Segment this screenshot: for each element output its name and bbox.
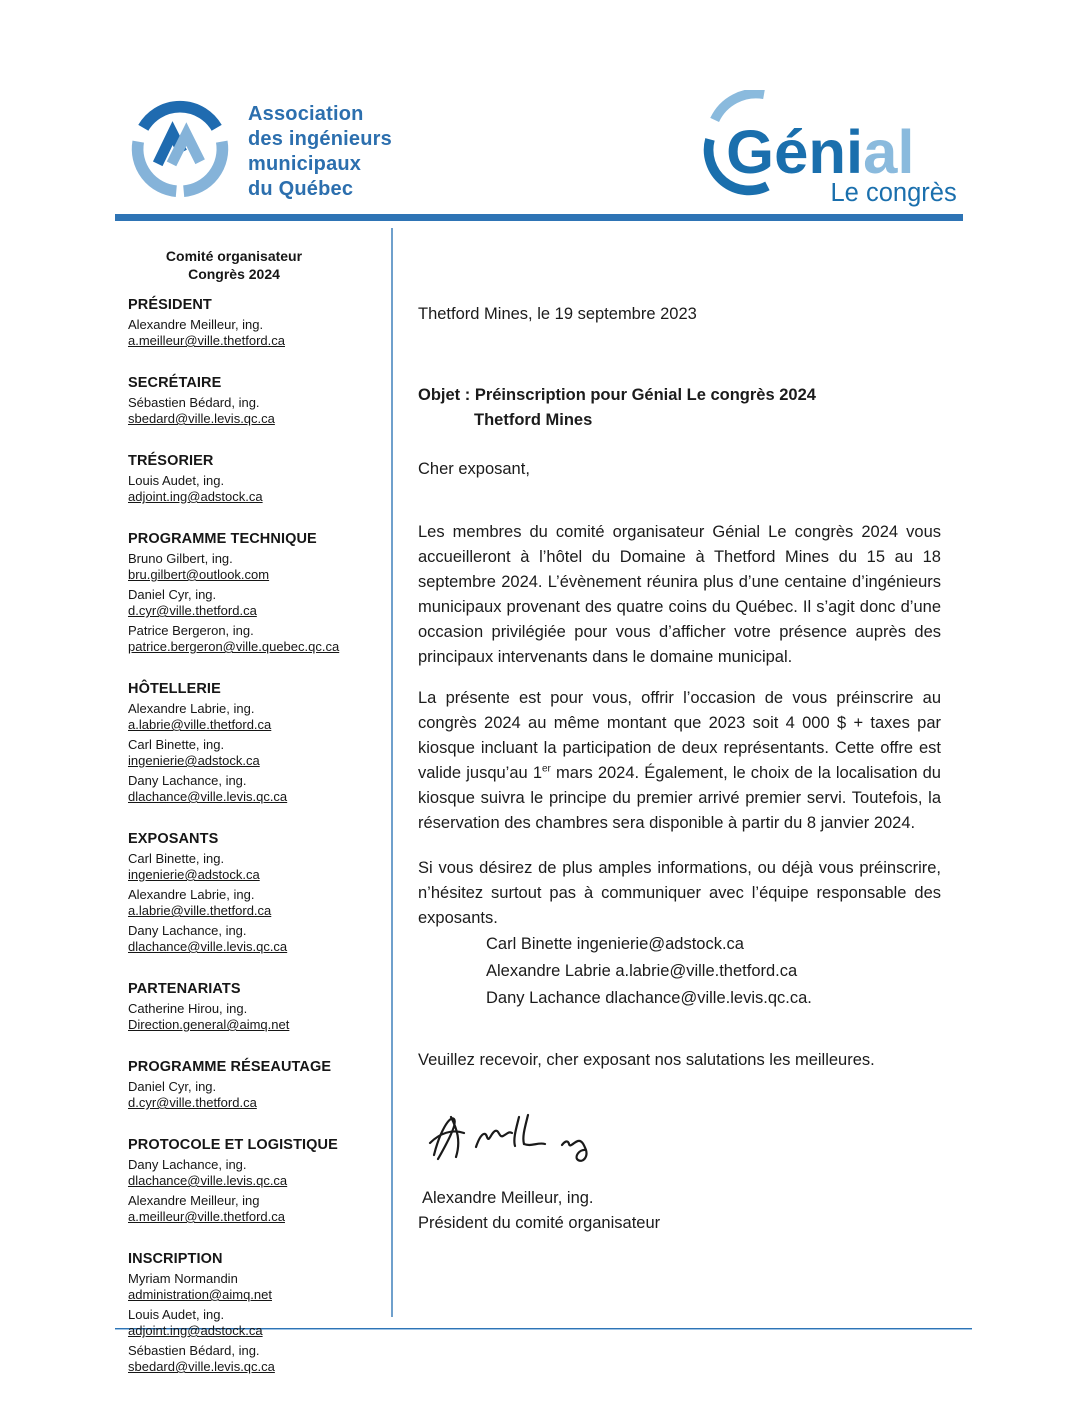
email-link[interactable]: a.labrie@ville.thetford.ca [128, 903, 272, 918]
committee-title [128, 247, 340, 283]
member-name: Carl Binette, ing. [128, 737, 225, 752]
email-link[interactable]: Direction.general@aimq.net [128, 1017, 290, 1032]
genial-word-light: al [863, 117, 915, 187]
email-link[interactable]: sbedard@ville.levis.qc.ca [128, 1359, 275, 1374]
email-link[interactable]: a.labrie@ville.thetford.ca [128, 717, 272, 732]
committee-section-president [128, 296, 373, 349]
aimq-circle-m-icon [127, 96, 233, 202]
letter-date: Thetford Mines, le 19 septembre 2023 [418, 305, 697, 323]
committee-role-heading: HÔTELLERIE [128, 681, 221, 697]
header-divider [115, 214, 963, 221]
committee-section-partenariats [128, 980, 373, 1033]
committee-member [128, 623, 373, 655]
committee-member [128, 1001, 373, 1033]
email-link[interactable]: dlachance@ville.levis.qc.ca [128, 939, 288, 954]
committee-section-tresorier [128, 452, 373, 505]
member-name: Sébastien Bédard, ing. [128, 1343, 260, 1358]
committee-role-heading: PRÉSIDENT [128, 297, 212, 313]
committee-member [128, 587, 373, 619]
committee-title-line1: Comité organisateur [165, 248, 303, 264]
committee-role-heading: SECRÉTAIRE [128, 375, 222, 391]
member-name: Alexandre Meilleur, ing. [128, 317, 264, 332]
contact-line: Dany Lachance dlachance@ville.levis.qc.ca. [486, 989, 812, 1007]
member-name: Alexandre Labrie, ing. [128, 887, 255, 902]
committee-role-heading: PROGRAMME TECHNIQUE [128, 531, 317, 547]
svg-text:Génial [726, 118, 914, 187]
member-name: Dany Lachance, ing. [128, 923, 247, 938]
committee-member [128, 551, 373, 583]
member-name: Patrice Bergeron, ing. [128, 623, 254, 638]
signer-title: Président du comité organisateur [418, 1214, 661, 1232]
committee-role-heading: PROGRAMME RÉSEAUTAGE [128, 1059, 332, 1075]
handwritten-signature [424, 1103, 614, 1178]
contact-line: Alexandre Labrie a.labrie@ville.thetford.ca [486, 962, 798, 980]
committee-member [128, 887, 373, 919]
committee-member [128, 701, 373, 733]
member-name: Louis Audet, ing. [128, 473, 225, 488]
signer-name: Alexandre Meilleur, ing. [422, 1189, 594, 1207]
committee-section-hotellerie [128, 680, 373, 805]
member-name: Daniel Cyr, ing. [128, 1079, 217, 1094]
paragraph-2-text: mars 2024. Également, le choix de la localisation du kiosque suivra le principe du premier arrivé premier servi. Toutefois, la réservation des chambres sera disponible à partir du 8 janvier 2024. [418, 764, 941, 832]
subject-line2: Thetford Mines [474, 411, 593, 429]
email-link[interactable]: a.meilleur@ville.thetford.ca [128, 333, 285, 348]
email-link[interactable]: adjoint.ing@adstock.ca [128, 1323, 263, 1338]
email-link[interactable]: dlachance@ville.levis.qc.ca [128, 1173, 288, 1188]
paragraph-3: Si vous désirez de plus amples informations, ou déjà vous préinscrire, n’hésitez surtout pas à communiquer avec l’équipe responsable des exposants. [418, 859, 941, 927]
committee-role-heading: TRÉSORIER [128, 453, 214, 469]
committee-member [128, 773, 373, 805]
committee-section-inscription [128, 1250, 373, 1375]
committee-section-programme-technique [128, 530, 373, 655]
genial-word-dark: Géni [726, 117, 864, 187]
committee-member [128, 923, 373, 955]
paragraph-2 [418, 686, 941, 836]
letter-subject [418, 383, 941, 433]
email-link[interactable]: a.meilleur@ville.thetford.ca [128, 1209, 285, 1224]
letter-body [418, 302, 941, 1236]
committee-member [128, 1271, 373, 1303]
committee-member [128, 851, 373, 883]
member-name: Alexandre Meilleur, ing [128, 1193, 260, 1208]
committee-section-exposants [128, 830, 373, 955]
member-name: Louis Audet, ing. [128, 1307, 225, 1322]
committee-member [128, 1343, 373, 1375]
member-name: Carl Binette, ing. [128, 851, 225, 866]
paragraph-2-text: La présente est pour vous, offrir l’occasion de vous préinscrire au congrès 2024 au même montant que 2023 soit 4 000 $ + taxes par kiosque incluant la participation de deux représentants. Cette offre est valide jusqu’au 1 [418, 689, 941, 782]
committee-member [128, 1307, 373, 1339]
email-link[interactable]: bru.gilbert@outlook.com [128, 567, 270, 582]
genial-subtitle: Le congrès [830, 178, 957, 207]
email-link[interactable]: dlachance@ville.levis.qc.ca [128, 789, 288, 804]
committee-member [128, 1079, 373, 1111]
committee-member [128, 317, 373, 349]
email-link[interactable]: patrice.bergeron@ville.quebec.qc.ca [128, 639, 340, 654]
committee-member [128, 1193, 373, 1225]
member-name: Alexandre Labrie, ing. [128, 701, 255, 716]
email-link[interactable]: administration@aimq.net [128, 1287, 272, 1302]
committee-section-protocole-logistique [128, 1136, 373, 1225]
committee-member [128, 473, 373, 505]
committee-section-secretaire [128, 374, 373, 427]
email-link[interactable]: ingenierie@adstock.ca [128, 867, 260, 882]
committee-sidebar [128, 247, 373, 1400]
committee-role-heading: INSCRIPTION [128, 1251, 223, 1267]
genial-congres-logo [698, 90, 962, 208]
column-divider [391, 228, 393, 1317]
aimq-wordmark [248, 96, 392, 202]
committee-section-programme-reseautage [128, 1058, 373, 1111]
committee-member [128, 395, 373, 427]
member-name: Myriam Normandin [128, 1271, 238, 1286]
salutation: Cher exposant, [418, 460, 530, 478]
email-link[interactable]: sbedard@ville.levis.qc.ca [128, 411, 275, 426]
contact-line: Carl Binette ingenierie@adstock.ca [486, 935, 744, 953]
committee-title-line2: Congrès 2024 [188, 266, 280, 282]
paragraph-1: Les membres du comité organisateur Génial Le congrès 2024 vous accueilleront à l’hôtel du Domaine à Thetford Mines du 15 au 18 septembre 2024. L’évènement réunira plus d’une centaine d’ingénieurs municipaux provenant des quatre coins du Québec. Il s’agit donc d’une occasion privilégiée pour vous d’afficher votre présence auprès des principaux intervenants dans le domaine municipal. [418, 523, 941, 666]
member-name: Dany Lachance, ing. [128, 773, 247, 788]
committee-role-heading: PARTENARIATS [128, 981, 241, 997]
subject-line1: Objet : Préinscription pour Génial Le congrès 2024 [418, 386, 816, 404]
closing-line: Veuillez recevoir, cher exposant nos salutations les meilleures. [418, 1051, 875, 1069]
member-name: Bruno Gilbert, ing. [128, 551, 233, 566]
aimq-wordmark-line: des ingénieurs [248, 128, 392, 150]
aimq-wordmark-line: du Québec [248, 178, 354, 200]
email-link[interactable]: adjoint.ing@adstock.ca [128, 489, 263, 504]
email-link[interactable]: d.cyr@ville.thetford.ca [128, 1095, 257, 1110]
email-link[interactable]: d.cyr@ville.thetford.ca [128, 603, 257, 618]
member-name: Catherine Hirou, ing. [128, 1001, 248, 1016]
committee-member [128, 1157, 373, 1189]
committee-role-heading: PROTOCOLE ET LOGISTIQUE [128, 1137, 338, 1153]
aimq-wordmark-line: municipaux [248, 153, 362, 175]
aimq-wordmark-line: Association [248, 103, 364, 125]
ordinal-superscript: er [542, 763, 551, 775]
member-name: Dany Lachance, ing. [128, 1157, 247, 1172]
aimq-logo [127, 96, 392, 202]
email-link[interactable]: ingenierie@adstock.ca [128, 753, 260, 768]
member-name: Daniel Cyr, ing. [128, 587, 217, 602]
contact-list [418, 931, 941, 1012]
committee-role-heading: EXPOSANTS [128, 831, 219, 847]
member-name: Sébastien Bédard, ing. [128, 395, 260, 410]
committee-member [128, 737, 373, 769]
